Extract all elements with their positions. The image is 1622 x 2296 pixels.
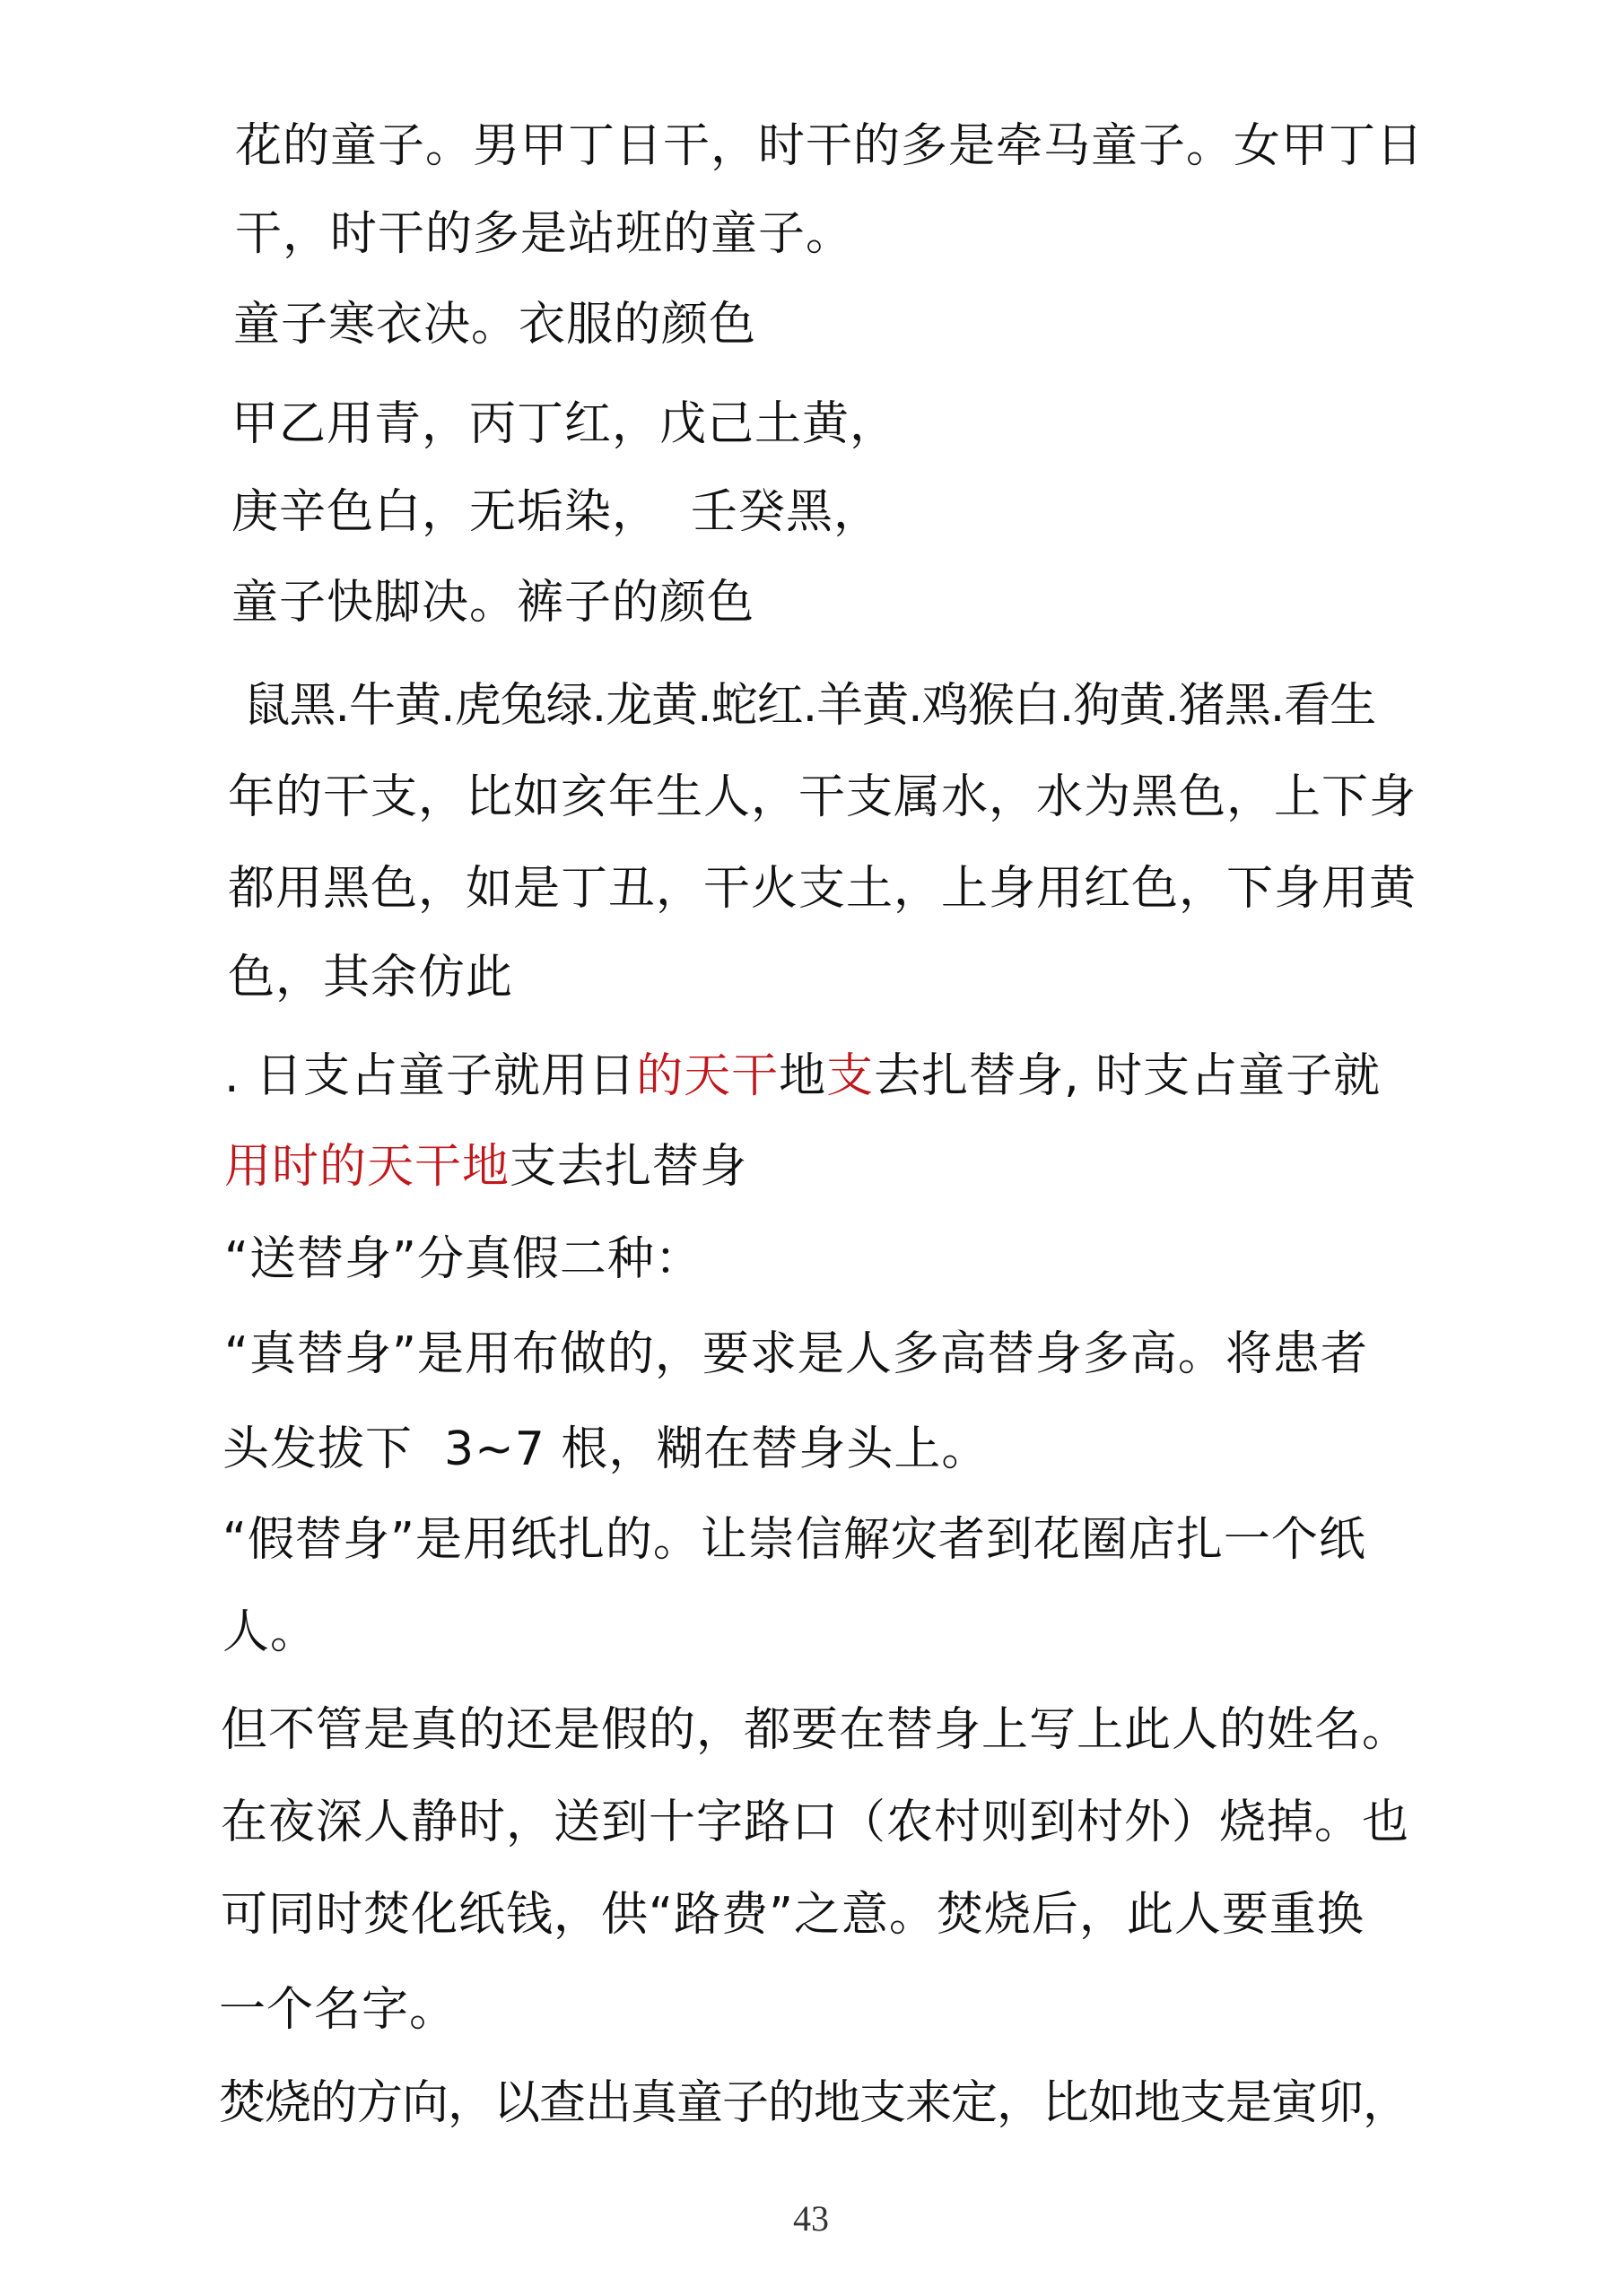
red-text-span: 支 [826, 1049, 875, 1103]
text-line: 都用黑色，如是丁丑，干火支土，上身用红色，下身用黄 [228, 862, 1417, 916]
text-line: 甲乙用青，丙丁红，戊己土黄， [231, 397, 898, 451]
text-line-highlighted [224, 1048, 1381, 1105]
text-line: 童子快脚决。裤子的颜色 [231, 576, 755, 630]
text-span: 地 [779, 1049, 827, 1103]
page-number: 43 [793, 2198, 829, 2239]
text-line: “假替身”是用纸扎的。让崇信解灾者到花圈店扎一个纸 [222, 1513, 1366, 1567]
text-line: 童子寒衣决。衣服的颜色 [233, 298, 757, 352]
text-line: 花的童子。男甲丁日干，时干的多是牵马童子。女甲丁日 [235, 119, 1425, 173]
text-line-highlighted [224, 1138, 747, 1196]
text-line: 在夜深人静时，送到十字路口（农村则到村外）烧掉。也 [221, 1796, 1410, 1849]
text-span: 去扎替身 [874, 1049, 1065, 1103]
text-span: . 日支占童子就用日 [224, 1049, 637, 1103]
text-line: 但不管是真的还是假的，都要在替身上写上此人的姓名。 [221, 1703, 1410, 1757]
text-line: 鼠黑.牛黄.虎兔绿.龙黄.蛇红.羊黄.鸡猴白.狗黄.猪黑.看生 [230, 679, 1376, 733]
text-line: 干，时干的多是站班的童子。 [235, 207, 854, 261]
text-line: “真替身”是用布做的，要求是人多高替身多高。将患者 [224, 1327, 1368, 1381]
text-line: 焚烧的方向，以查出真童子的地支来定，比如地支是寅卯， [219, 2076, 1409, 2130]
text-line: 庚辛色白，无垢染， 壬癸黑， [231, 485, 882, 539]
text-line: 人。 [222, 1605, 318, 1659]
red-text-span: 的天干 [636, 1049, 780, 1103]
text-span: , 时支占童子就 [1064, 1049, 1382, 1103]
text-line: 一个名字。 [219, 1983, 458, 2037]
red-text-span: 用时的天干地 [224, 1140, 510, 1194]
text-line: 年的干支，比如亥年生人，干支属水，水为黑色，上下身 [228, 770, 1417, 824]
text-line: “送替身”分真假二种： [224, 1232, 702, 1286]
text-line: 可同时焚化纸钱，供“路费”之意。焚烧后，此人要重换 [221, 1888, 1365, 1942]
text-line: 色，其余仿此 [228, 951, 514, 1004]
text-span: 支去扎替身 [510, 1140, 748, 1194]
text-line: 头发拔下 3~7 根，糊在替身头上。 [222, 1422, 990, 1476]
